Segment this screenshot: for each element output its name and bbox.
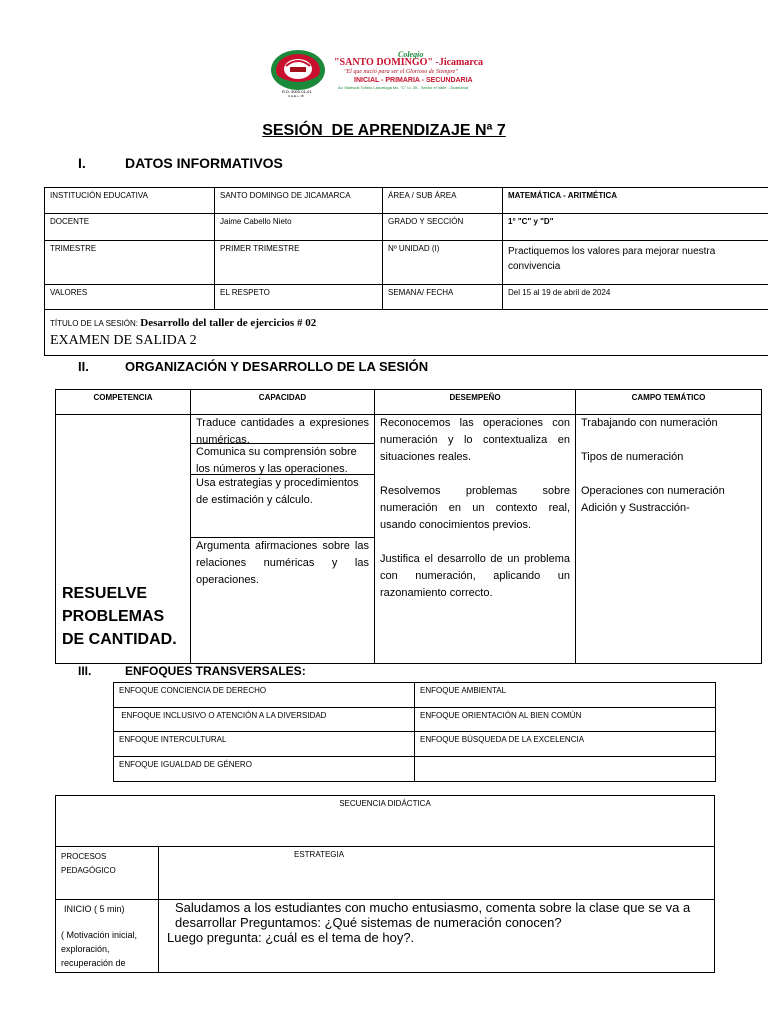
school-logo — [268, 48, 518, 98]
organization-table — [55, 389, 762, 664]
value-valores: EL RESPETO — [215, 285, 383, 310]
info-row — [45, 285, 768, 310]
desempeno-item: Justifica el desarrollo de un problema con numeración, aplicando un razonamiento correcto. — [380, 553, 570, 599]
page-title: SESIÓN DE APRENDIZAJE Nª 7 — [262, 122, 506, 139]
campo-item: Adición y Sustracción- — [581, 502, 690, 514]
label-area: ÁREA / SUB ÁREA — [383, 188, 503, 214]
enfoque-item: ENFOQUE CONCIENCIA DE DERECHO — [114, 683, 415, 708]
logo-address: Av. Mariscal Toribio Lanceluga Mz. "C" Lt. 35 - Sector el Valle - Jicamarca — [338, 85, 469, 90]
org-header-row — [56, 390, 762, 415]
secuencia-header-row — [56, 847, 715, 900]
info-row — [45, 241, 768, 285]
enfoque-row — [114, 683, 716, 708]
enfoques-table — [113, 682, 716, 782]
desempeno-item: Resolvemos problemas sobre numeración en un contexto real, usando conocimientos previos. — [380, 485, 570, 531]
logo-colegio: Colegio — [398, 50, 424, 59]
enfoque-item: ENFOQUE AMBIENTAL — [415, 683, 716, 708]
competencia-text: RESUELVE PROBLEMAS DE CANTIDAD. — [62, 585, 177, 648]
label-trimestre: TRIMESTRE — [45, 241, 215, 285]
section-2-title: ORGANIZACIÓN Y DESARROLLO DE LA SESIÓN — [125, 359, 429, 374]
campo-item: Trabajando con numeración — [581, 417, 718, 429]
header-desempeno: DESEMPEÑO — [375, 390, 576, 415]
enfoque-row — [114, 732, 716, 757]
org-body-row — [56, 415, 762, 664]
logo-levels: INICIAL - PRIMARIA - SECUNDARIA — [354, 77, 473, 84]
inicio-cell — [56, 900, 159, 973]
logo-rd: R.D. 3000-01-01 — [282, 89, 312, 94]
value-trimestre: PRIMER TRIMESTRE — [215, 241, 383, 285]
value-institucion: SANTO DOMINGO DE JICAMARCA — [215, 188, 383, 214]
secuencia-table — [55, 795, 715, 973]
value-grado: 1° "C" y "D" — [503, 214, 768, 241]
session-title-row — [45, 310, 768, 356]
estrategia-cell — [159, 900, 715, 973]
estrategia-text-2: Luego pregunta: ¿cuál es el tema de hoy?. — [167, 930, 415, 945]
logo-motto: "El que nació para ser el Glorioso de Siempre" — [344, 69, 458, 75]
competencia-cell — [56, 415, 191, 664]
enfoque-row — [114, 757, 716, 782]
label-institucion: INSTITUCIÓN EDUCATIVA — [45, 188, 215, 214]
section-3-title: ENFOQUES TRANSVERSALES: — [125, 664, 306, 678]
section-2-number: II. — [78, 359, 89, 374]
inicio-description: ( Motivación inicial, exploración, recuperación de — [61, 930, 138, 968]
enfoque-item: ENFOQUE IGUALDAD DE GÉNERO — [114, 757, 415, 782]
campo-item: Tipos de numeración — [581, 451, 684, 463]
header-estrategia: ESTRATEGIA — [159, 847, 715, 900]
section-1-number: I. — [78, 155, 86, 171]
value-unidad: Practiquemos los valores para mejorar nuestra convivencia — [503, 241, 768, 285]
info-row — [45, 188, 768, 214]
estrategia-text-1: Saludamos a los estudiantes con mucho entusiasmo, comenta sobre la clase que se va a desarrollar Preguntamos: ¿Qué sistemas de numeración conocen? — [175, 900, 691, 930]
session-subtitle: EXAMEN DE SALIDA 2 — [50, 333, 197, 348]
inicio-label: INICIO ( 5 min) — [64, 904, 125, 914]
capacidad-item: Argumenta afirmaciones sobre las relaciones numéricas y las operaciones. — [196, 540, 369, 586]
value-semana: Del 15 al 19 de abril de 2024 — [503, 285, 768, 310]
enfoque-item: ENFOQUE INCLUSIVO O ATENCIÓN A LA DIVERSIDAD — [114, 708, 415, 732]
section-1-title: DATOS INFORMATIVOS — [125, 155, 283, 171]
session-title-label: TÍTULO DE LA SESIÓN: — [50, 319, 141, 328]
enfoque-item: ENFOQUE INTERCULTURAL — [114, 732, 415, 757]
enfoque-item: ENFOQUE BÚSQUEDA DE LA EXCELENCIA — [415, 732, 716, 757]
campo-item: Operaciones con numeración — [581, 485, 725, 497]
logo-school-name: "SANTO DOMINGO" -Jicamarca — [334, 57, 484, 68]
enfoque-item: ENFOQUE ORIENTACIÓN AL BIEN COMÚN — [415, 708, 716, 732]
header-procesos: PROCESOS PEDAGÓGICO — [56, 847, 159, 900]
enfoque-item — [415, 757, 716, 782]
header-capacidad: CAPACIDAD — [191, 390, 375, 415]
label-grado: GRADO Y SECCIÓN — [383, 214, 503, 241]
capacidad-item: Traduce cantidades a expresiones numéricas. — [191, 415, 374, 444]
label-semana: SEMANA/ FECHA — [383, 285, 503, 310]
info-row — [45, 214, 768, 241]
session-title-cell — [45, 310, 768, 356]
label-unidad: Nº UNIDAD (I) — [383, 241, 503, 285]
inicio-row — [56, 900, 715, 973]
header-campo-tematico: CAMPO TEMÁTICO — [576, 390, 762, 415]
section-3-number: III. — [78, 664, 92, 678]
secuencia-title-row — [56, 796, 715, 847]
value-docente: Jaime Cabello Nieto — [215, 214, 383, 241]
session-title: Desarrollo del taller de ejercicios # 02 — [140, 317, 317, 329]
info-table — [44, 187, 768, 356]
desempeno-item: Reconocemos las operaciones con numeración y lo contextualiza en situaciones reales. — [380, 417, 570, 463]
logo-ugel: U.G.E.L. 15 — [288, 94, 304, 98]
campo-tematico-cell — [576, 415, 762, 664]
capacidad-item: Comunica su comprensión sobre los números y las operaciones. — [191, 444, 374, 475]
label-docente: DOCENTE — [45, 214, 215, 241]
value-area: MATEMÁTICA - ARITMÉTICA — [503, 188, 768, 214]
enfoque-row — [114, 708, 716, 732]
capacidad-item: Usa estrategias y procedimientos de estimación y cálculo. — [191, 475, 374, 538]
header-competencia: COMPETENCIA — [56, 390, 191, 415]
desempeno-cell — [375, 415, 576, 664]
label-valores: VALORES — [45, 285, 215, 310]
capacidad-cell — [191, 415, 375, 664]
secuencia-title: SECUENCIA DIDÁCTICA — [56, 796, 715, 847]
